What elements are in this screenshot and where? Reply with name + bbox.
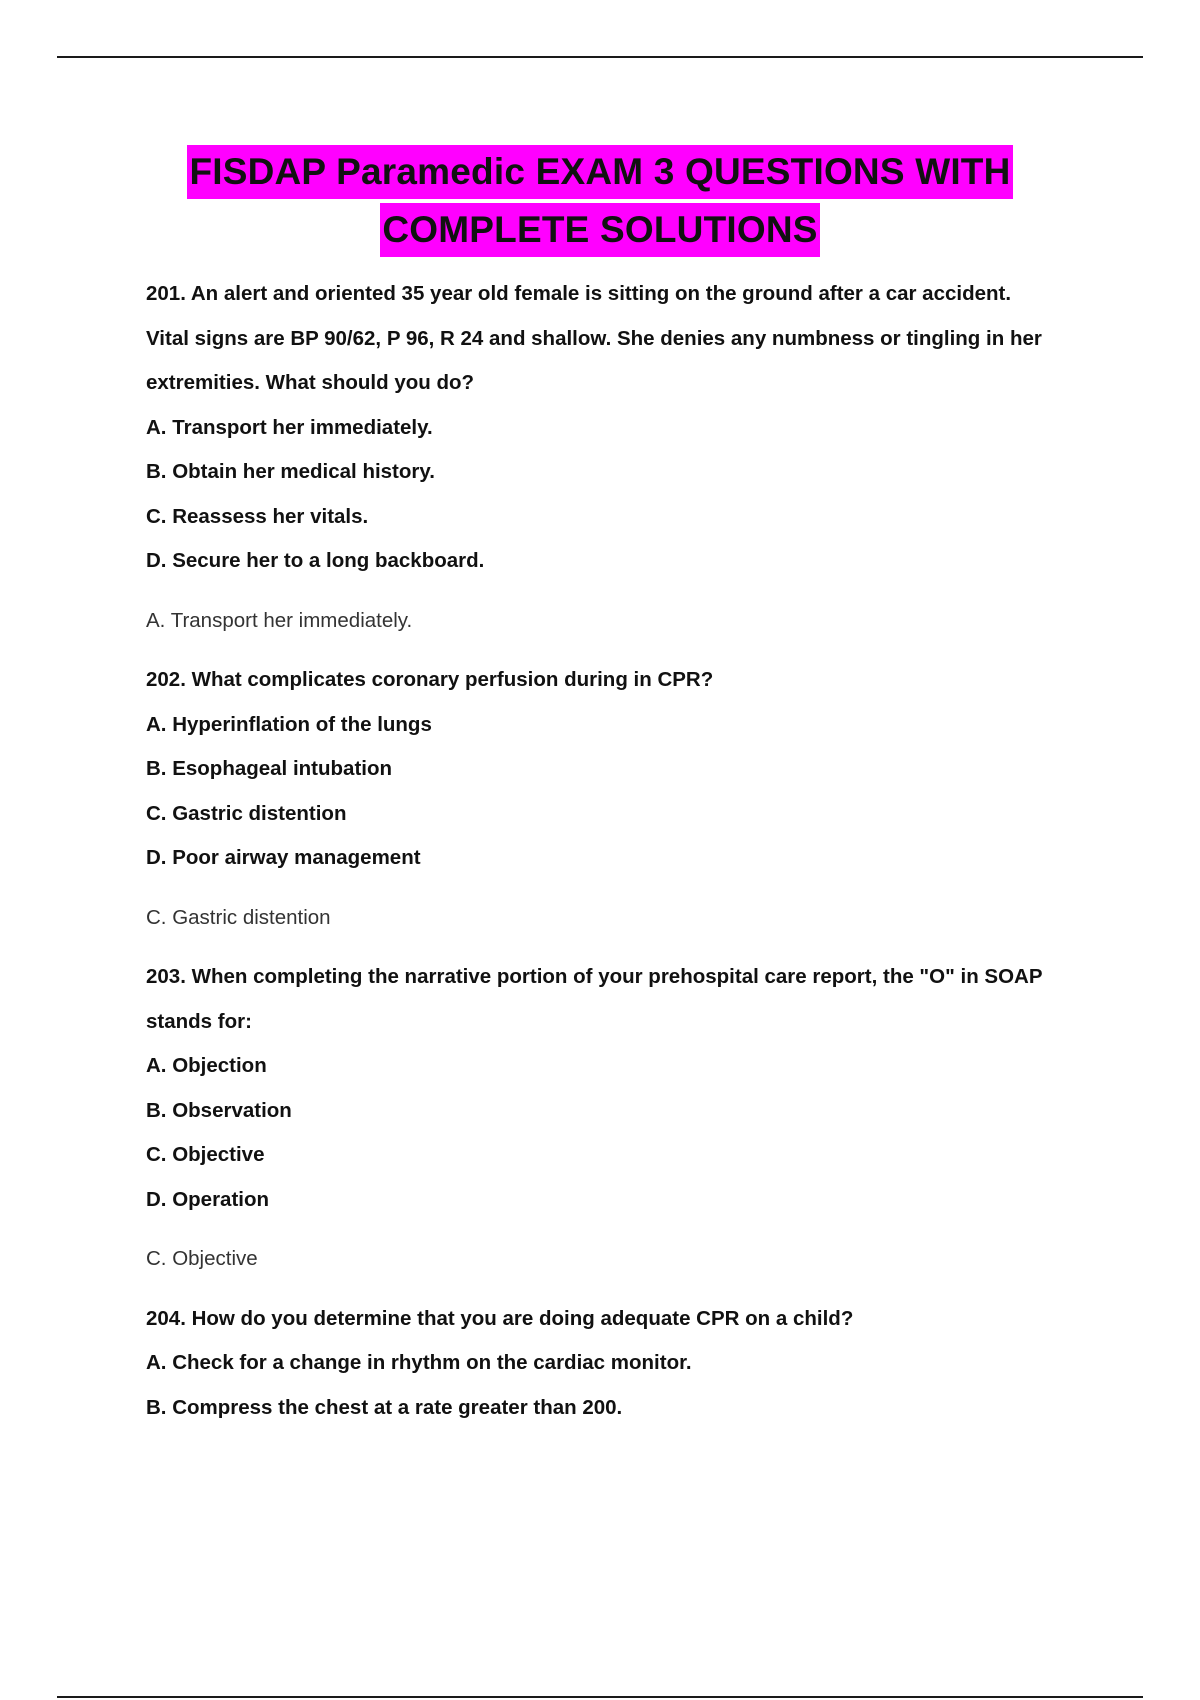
title-line-2: COMPLETE SOLUTIONS: [380, 203, 819, 257]
title-line-1: FISDAP Paramedic EXAM 3 QUESTIONS WITH: [187, 145, 1012, 199]
option-d: D. Secure her to a long backboard.: [146, 549, 485, 572]
option-b: B. Esophageal intubation: [146, 757, 393, 780]
question-text-line: 202. What complicates coronary perfusion during in CPR?: [146, 668, 714, 691]
question-text-line: 204. How do you determine that you are doing adequate CPR on a child?: [146, 1306, 854, 1330]
option-c: C. Objective: [146, 1143, 265, 1166]
question-text-line: 203. When completing the narrative portion of your prehospital care report, the "O" in SOAP: [146, 965, 1043, 988]
option-d: D. Poor airway management: [146, 846, 421, 869]
answer: C. Gastric distention: [146, 905, 331, 929]
option-c: C. Gastric distention: [146, 801, 347, 825]
option-b: B. Obtain her medical history.: [146, 460, 435, 483]
answer: A. Transport her immediately.: [146, 608, 413, 632]
question-text-line: Vital signs are BP 90/62, P 96, R 24 and shallow. She denies any numbness or tingling in her: [146, 326, 1042, 350]
question-204: [146, 1297, 1106, 1431]
question-text-line: stands for:: [146, 1009, 252, 1033]
option-a: A. Transport her immediately.: [146, 415, 433, 439]
option-a: A. Hyperinflation of the lungs: [146, 712, 432, 736]
questions-list: [146, 272, 1106, 1430]
option-c: C. Reassess her vitals.: [146, 504, 369, 528]
footer-rule: [57, 1696, 1143, 1698]
option-b: B. Compress the chest at a rate greater than 200.: [146, 1395, 623, 1419]
header-rule: [57, 56, 1143, 58]
answer: C. Objective: [146, 1247, 258, 1270]
document-title: [0, 145, 1200, 261]
option-a: A. Check for a change in rhythm on the cardiac monitor.: [146, 1351, 692, 1374]
question-201: [146, 272, 1106, 643]
question-text-line: 201. An alert and oriented 35 year old female is sitting on the ground after a car accident.: [146, 282, 1012, 305]
option-b: B. Observation: [146, 1098, 292, 1122]
option-d: D. Operation: [146, 1187, 270, 1211]
question-203: [146, 955, 1106, 1282]
question-202: [146, 658, 1106, 940]
question-text-line: extremities. What should you do?: [146, 371, 475, 394]
option-a: A. Objection: [146, 1054, 267, 1077]
